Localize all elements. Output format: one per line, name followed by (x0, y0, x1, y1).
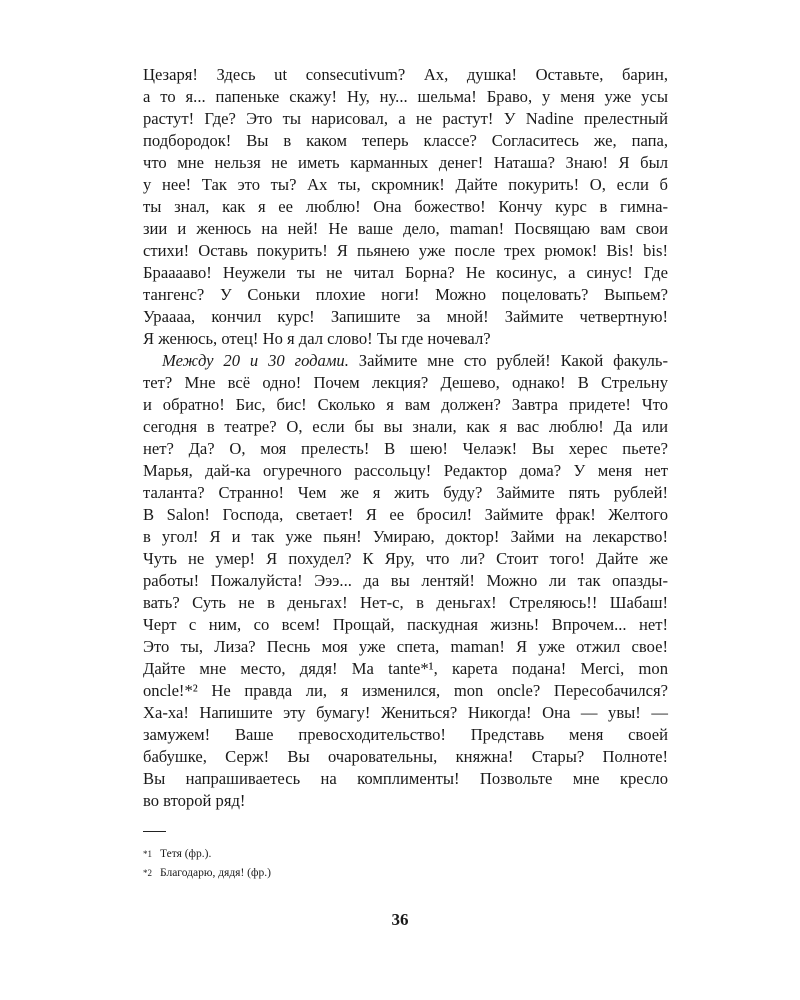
text-line: Я женюсь, отец! Но я дал слово! Ты где ночевал? (143, 329, 491, 348)
text-line: Ха-ха! Напишите эту бумагу! Жениться? Никогда! Она — увы! — (143, 703, 668, 722)
text-line: стихи! Оставь покурить! Я пьянею уже после трех рюмок! Bis! bis! (143, 241, 668, 260)
footnote-2 (143, 866, 271, 880)
text-line: а то я... папеньке скажу! Ну, ну... шельма! Браво, у меня уже усы (143, 87, 668, 106)
text-line: замужем! Ваше превосходительство! Представь меня своей (143, 725, 668, 744)
text-line: зии и женюсь на ней! Не ваше дело, maman! Посвящаю вам свои (143, 219, 668, 238)
text-line (143, 350, 668, 372)
text-line: Ураааа, кончил курс! Запишите за мной! Займите четвертную! (143, 307, 668, 326)
text-line: Цезаря! Здесь ut consecutivum? Ах, душка! Оставьте, барин, (143, 65, 668, 84)
footnote-text: Благодарю, дядя! (фр.) (160, 867, 271, 879)
text-line: тангенс? У Соньки плохие ноги! Можно поцеловать? Выпьем? (143, 285, 668, 304)
text-line: в угол! Я и так уже пьян! Умираю, доктор! Займи на лекарство! (143, 527, 668, 546)
footnote-divider (143, 831, 166, 832)
text-line: тет? Мне всё одно! Почем лекция? Дешево, однако! В Стрельну (143, 373, 668, 392)
text-line: Брааааво! Неужели ты не читал Борна? Не косинус, а синус! Где (143, 263, 668, 282)
text-line: подбородок! Вы в каком теперь классе? Согласитесь же, папа, (143, 131, 668, 150)
text-line: нет? Да? О, моя прелесть! В шею! Челаэк! Вы херес пьете? (143, 439, 668, 458)
footnote-text: Тетя (фр.). (160, 848, 212, 860)
text-line: таланта? Странно! Чем же я жить буду? Займите пять рублей! (143, 483, 668, 502)
text-line: сегодня в театре? О, если бы вы знали, как я вас люблю! Да или (143, 417, 668, 436)
section-lead-italic: Между 20 и 30 годами. (162, 351, 349, 370)
text-line: Марья, дай-ка огуречного рассольцу! Редактор дома? У меня нет (143, 461, 668, 480)
text-line: Дайте мне место, дядя! Ma tante*¹, карета подана! Merci, mon (143, 659, 668, 678)
text-line: Чуть не умер! Я похудел? К Яру, что ли? Стоит того! Дайте же (143, 549, 668, 568)
text-line: Вы напрашиваетесь на комплименты! Позвольте мне кресло (143, 769, 668, 788)
page-number: 36 (391, 910, 409, 929)
text-line: работы! Пожалуйста! Эээ... да вы лентяй! Можно ли так опазды- (143, 571, 668, 590)
body-text (143, 64, 668, 812)
text-line: и обратно! Бис, бис! Сколько я вам должен? Завтра придете! Что (143, 395, 668, 414)
footnote-marker: *1 (143, 849, 152, 859)
text-line: растут! Где? Это ты нарисовал, а не растут! У Nadine прелестный (143, 109, 668, 128)
text-line: ты знал, как я ее люблю! Она божество! Кончу курс в гимна- (143, 197, 668, 216)
text-line: бабушке, Серж! Вы очаровательны, княжна! Стары? Полноте! (143, 747, 668, 766)
text-line: что мне нельзя не иметь карманных денег! Наташа? Знаю! Я был (143, 153, 668, 172)
text-line: у нее! Так это ты? Ах ты, скромник! Дайте покурить! О, если б (143, 175, 668, 194)
text-line: Черт с ним, со всем! Прощай, паскудная жизнь! Впрочем... нет! (143, 615, 668, 634)
text-line: В Salon! Господа, светает! Я ее бросил! Займите фрак! Желтого (143, 505, 668, 524)
text-line: во второй ряд! (143, 791, 246, 810)
text-line: oncle!*² Не правда ли, я изменился, mon oncle? Пересобачился? (143, 681, 668, 700)
footnote-1 (143, 847, 211, 861)
text-line-rest: Займите мне сто рублей! Какой факуль- (348, 351, 668, 370)
text-line: вать? Суть не в деньгах! Нет-с, в деньгах! Стреляюсь!! Шабаш! (143, 593, 668, 612)
footnote-marker: *2 (143, 868, 152, 878)
text-line: Это ты, Лиза? Песнь моя уже спета, maman! Я уже отжил свое! (143, 637, 668, 656)
